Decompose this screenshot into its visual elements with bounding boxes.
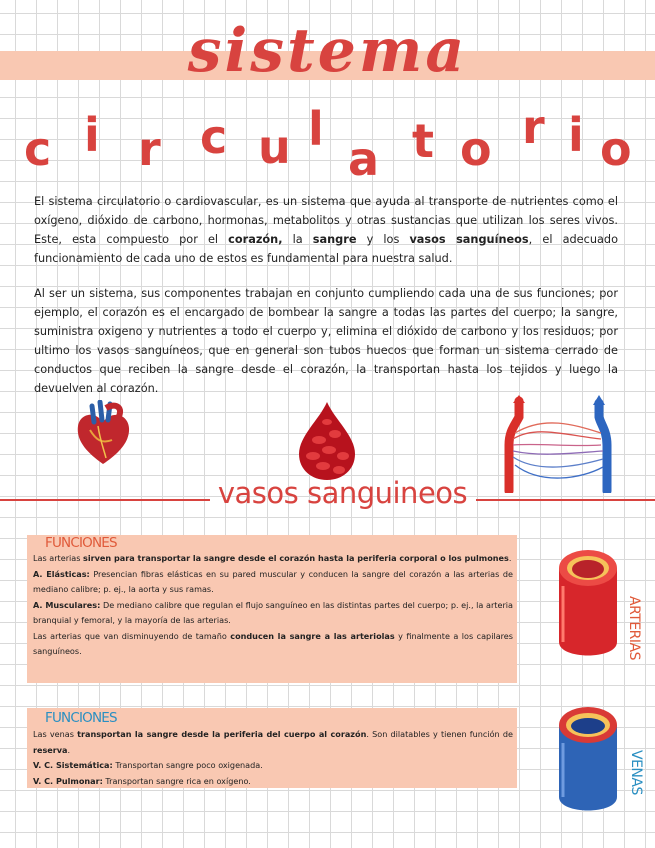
capillary-network-illustration — [495, 395, 621, 493]
blood-drop-illustration — [295, 400, 359, 482]
venas-side-label: VENAS — [628, 750, 644, 795]
venas-card — [27, 708, 517, 788]
title-letter: c — [200, 110, 228, 164]
section-divider-left — [0, 499, 210, 501]
venas-functions-label: FUNCIONES — [45, 710, 117, 726]
title-letter: i — [568, 108, 584, 162]
intro-paragraph-1: El sistema circulatorio o cardiovascular, es un sistema que ayuda al transporte de nutrientes como el oxígeno, dióxido de carbono, hormonas, metabolitos y otras sustancias que utilizan los seres vivos. Este, esta compuesto por el corazón, la sangre y los vasos sanguíneos, el adecuado funcionamiento de cada uno de estos es fundamental para nuestra salud. — [34, 195, 618, 265]
arterias-card — [27, 535, 517, 683]
venas-paragraph: V. C. Sistemática: Transportan sangre poco oxigenada. — [33, 760, 263, 770]
arterias-paragraph: Las arterias que van disminuyendo de tamaño conducen la sangre a las arteriolas y finalmente a los capilares sanguíneos. — [33, 630, 513, 656]
arterias-paragraph: A. Musculares: De mediano calibre que regulan el flujo sanguíneo en las distintas partes del cuerpo; p. ej., la arteria branquial y femoral, y la mayoría de las arterias. — [33, 599, 513, 625]
title-letter: l — [308, 102, 324, 156]
venas-paragraph: V. C. Pulmonar: Transportan sangre rica en oxígeno. — [33, 775, 251, 786]
title-letter: o — [460, 122, 492, 176]
artery-cross-section — [553, 546, 623, 666]
arterias-paragraph: A. Elásticas: Presencian fibras elásticas en su pared muscular y conducen la sangre del corazón a las arterias de mediano calibre; p. ej., la aorta y sus ramas. — [33, 568, 513, 594]
venas-paragraph: Las venas transportan la sangre desde la periferia del cuerpo al corazón. Son dilatables y tienen función de reserva. — [33, 729, 513, 755]
title-letter: r — [138, 122, 161, 176]
arterias-paragraph: Las arterias sirven para transportar la sangre desde el corazón hasta la periferia corporal o los pulmones. — [33, 553, 512, 563]
title-word-sistema: sistema — [187, 16, 468, 86]
venas-text — [33, 727, 513, 789]
title-letter: i — [84, 108, 100, 162]
heart-illustration — [72, 400, 134, 468]
title-word-circulatorio — [18, 100, 638, 190]
title-letter: c — [24, 122, 52, 176]
arterias-side-label: ARTERIAS — [626, 596, 642, 661]
section-title: vasos sanguineos — [217, 476, 468, 510]
title-letter: t — [412, 114, 434, 168]
title-letter: o — [600, 122, 632, 176]
arterias-text — [33, 551, 513, 660]
vein-cross-section — [553, 703, 623, 821]
section-divider-right — [476, 499, 655, 501]
title-letter: u — [258, 120, 291, 174]
title-letter: a — [348, 132, 380, 186]
title-letter: r — [522, 100, 545, 154]
intro-paragraph-2: Al ser un sistema, sus componentes trabajan en conjunto cumpliendo cada una de sus funciones; por ejemplo, el corazón es el encargado de bombear la sangre a todas las partes del cuerpo; la sangre, suministra oxigeno y nutrientes a todo el cuerpo y, elimina el dióxido de carbono y los residuos; por ultimo los vasos sanguíneos, que en general son tubos huecos que forman un sistema cerrado de conductos que reciben la sangre desde el corazón, la transportan hasta los tejidos y luego la devuelven al corazón. — [34, 287, 618, 395]
arterias-functions-label: FUNCIONES — [45, 535, 117, 551]
